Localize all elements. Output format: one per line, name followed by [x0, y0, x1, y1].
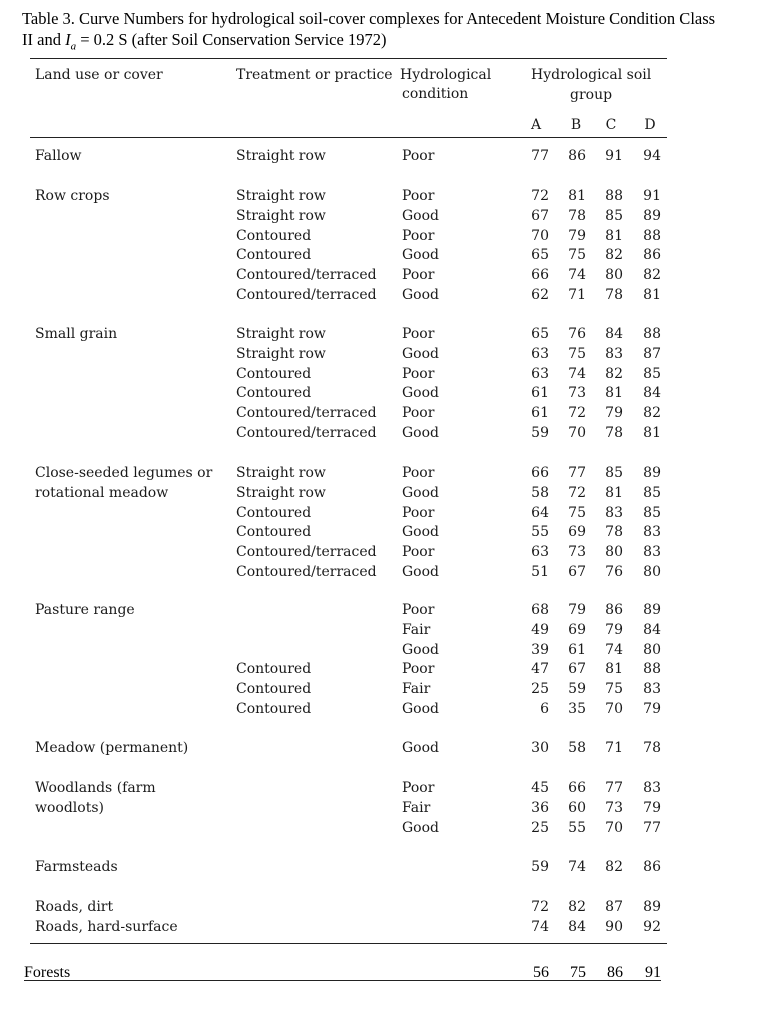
condition-cell: Poor: [402, 405, 435, 422]
curve-number-a: 63: [531, 365, 549, 382]
curve-number-b: 55: [568, 819, 586, 836]
curve-number-d: 83: [643, 780, 661, 796]
condition-cell: Poor: [402, 148, 435, 164]
condition-cell: Poor: [402, 465, 435, 481]
condition-cell: Good: [402, 207, 440, 224]
curve-number-b: 73: [568, 385, 586, 402]
header-group-c: C: [605, 117, 617, 133]
curve-number-a: 47: [531, 661, 549, 678]
forests-underline: [24, 980, 661, 981]
curve-number-b: 82: [568, 899, 586, 915]
curve-number-c: 79: [605, 405, 623, 422]
curve-number-b: 81: [568, 188, 586, 204]
curve-number-d: 89: [643, 602, 661, 618]
curve-number-a: 59: [531, 859, 549, 875]
curve-number-c: 86: [605, 602, 623, 618]
curve-number-d: 80: [643, 564, 661, 580]
curve-number-d: 82: [643, 405, 661, 422]
curve-number-d: 87: [643, 345, 661, 362]
treatment-cell: Contoured/terraced: [236, 564, 377, 580]
curve-number-c: 85: [605, 207, 623, 224]
curve-number-d: 89: [643, 899, 661, 915]
condition-cell: Poor: [402, 188, 435, 204]
curve-number-a: 74: [531, 918, 549, 935]
curve-number-b: 60: [568, 799, 586, 816]
curve-number-d: 89: [643, 465, 661, 481]
treatment-cell: Contoured: [236, 524, 312, 541]
header-treatment: Treatment or practice: [236, 67, 393, 83]
curve-number-c: 82: [605, 859, 623, 875]
curve-number-a: 62: [531, 287, 549, 303]
curve-number-a: 66: [531, 267, 549, 284]
land-use-label: Roads, hard-surface: [35, 918, 178, 935]
forests-value-a: 56: [533, 964, 549, 981]
curve-number-c: 90: [605, 918, 623, 935]
treatment-cell: Contoured: [236, 365, 312, 382]
condition-cell: Fair: [402, 799, 431, 816]
curve-number-a: 72: [531, 899, 549, 915]
treatment-cell: Contoured/terraced: [236, 267, 377, 284]
table-caption: [22, 8, 762, 57]
curve-number-d: 78: [643, 740, 661, 756]
curve-number-b: 75: [568, 504, 586, 521]
curve-number-d: 83: [643, 544, 661, 561]
curve-number-b: 69: [568, 524, 586, 541]
condition-cell: Poor: [402, 504, 435, 521]
land-use-label: Pasture range: [35, 602, 135, 618]
curve-number-c: 82: [605, 247, 623, 264]
treatment-cell: Straight row: [236, 484, 326, 501]
curve-number-a: 65: [531, 326, 549, 342]
curve-number-b: 84: [568, 918, 586, 935]
curve-number-d: 85: [643, 504, 661, 521]
condition-cell: Fair: [402, 621, 431, 638]
curve-number-d: 88: [643, 227, 661, 244]
curve-number-c: 88: [605, 188, 623, 204]
treatment-cell: Contoured: [236, 681, 312, 698]
curve-number-a: 45: [531, 780, 549, 796]
forests-value-d: 91: [645, 964, 661, 981]
curve-number-c: 83: [605, 504, 623, 521]
treatment-cell: Straight row: [236, 326, 326, 342]
curve-number-b: 74: [568, 267, 586, 284]
curve-number-c: 81: [605, 227, 623, 244]
condition-cell: Good: [402, 524, 440, 541]
condition-cell: Good: [402, 345, 440, 362]
curve-number-d: 85: [643, 365, 661, 382]
condition-cell: Good: [402, 740, 440, 756]
treatment-cell: Contoured/terraced: [236, 405, 377, 422]
curve-number-c: 76: [605, 564, 623, 580]
caption-line-2-prefix: II and: [22, 30, 66, 49]
curve-number-d: 86: [643, 247, 661, 264]
curve-number-a: 36: [531, 799, 549, 816]
land-use-label: Small grain: [35, 326, 118, 342]
treatment-cell: Contoured/terraced: [236, 287, 377, 303]
curve-number-a: 70: [531, 227, 549, 244]
curve-number-a: 6: [540, 701, 549, 717]
curve-number-c: 80: [605, 267, 623, 284]
curve-number-a: 63: [531, 544, 549, 561]
curve-number-b: 77: [568, 465, 586, 481]
curve-number-b: 61: [568, 641, 586, 658]
condition-cell: Poor: [402, 227, 435, 244]
curve-number-c: 91: [605, 148, 623, 164]
curve-number-a: 61: [531, 405, 549, 422]
condition-cell: Good: [402, 247, 440, 264]
curve-number-c: 78: [605, 425, 623, 441]
curve-number-d: 84: [643, 621, 661, 638]
treatment-cell: Straight row: [236, 465, 326, 481]
condition-cell: Good: [402, 641, 440, 658]
header-group-a: A: [530, 117, 542, 133]
curve-number-b: 79: [568, 602, 586, 618]
curve-number-d: 83: [643, 524, 661, 541]
treatment-cell: Contoured/terraced: [236, 425, 377, 441]
curve-number-b: 69: [568, 621, 586, 638]
curve-number-a: 25: [531, 819, 549, 836]
curve-number-a: 51: [531, 564, 549, 580]
condition-cell: Poor: [402, 780, 435, 796]
land-use-label: rotational meadow: [35, 484, 169, 501]
curve-number-b: 74: [568, 859, 586, 875]
curve-number-b: 75: [568, 345, 586, 362]
curve-number-b: 59: [568, 681, 586, 698]
condition-cell: Poor: [402, 602, 435, 618]
curve-number-c: 80: [605, 544, 623, 561]
header-condition-line2: condition: [402, 86, 469, 102]
bottom-rule: [30, 943, 667, 944]
curve-number-b: 67: [568, 564, 586, 580]
land-use-label: woodlots): [35, 799, 104, 816]
land-use-label: Meadow (permanent): [35, 740, 189, 756]
curve-number-c: 71: [605, 740, 623, 756]
ia-symbol: I: [65, 30, 71, 49]
curve-number-b: 66: [568, 780, 586, 796]
curve-number-b: 76: [568, 326, 586, 342]
curve-number-b: 74: [568, 365, 586, 382]
curve-number-a: 30: [531, 740, 549, 756]
curve-number-d: 82: [643, 267, 661, 284]
curve-number-a: 64: [531, 504, 549, 521]
curve-number-c: 78: [605, 524, 623, 541]
treatment-cell: Straight row: [236, 188, 326, 204]
condition-cell: Good: [402, 425, 440, 441]
treatment-cell: Contoured: [236, 504, 312, 521]
curve-number-d: 79: [643, 799, 661, 816]
curve-number-a: 49: [531, 621, 549, 638]
land-use-label: Roads, dirt: [35, 899, 114, 915]
curve-number-b: 35: [568, 701, 586, 717]
caption-line-2-suffix: = 0.2 S (after Soil Conservation Service 1972): [76, 30, 387, 49]
curve-number-c: 82: [605, 365, 623, 382]
treatment-cell: Straight row: [236, 207, 326, 224]
curve-number-d: 80: [643, 641, 661, 658]
treatment-cell: Contoured: [236, 701, 312, 717]
curve-number-d: 79: [643, 701, 661, 717]
curve-number-a: 58: [531, 484, 549, 501]
header-rule: [30, 137, 667, 138]
header-group-b: B: [570, 117, 582, 133]
curve-number-c: 85: [605, 465, 623, 481]
header-soil-group-line2: group: [570, 87, 613, 103]
treatment-cell: Straight row: [236, 148, 326, 164]
curve-number-a: 68: [531, 602, 549, 618]
curve-number-d: 77: [643, 819, 661, 836]
curve-number-c: 70: [605, 701, 623, 717]
header-condition-line1: Hydrological: [400, 67, 492, 83]
condition-cell: Good: [402, 701, 440, 717]
curve-number-a: 65: [531, 247, 549, 264]
curve-number-b: 70: [568, 425, 586, 441]
curve-number-c: 75: [605, 681, 623, 698]
curve-number-d: 81: [643, 425, 661, 441]
treatment-cell: Contoured: [236, 385, 312, 402]
curve-number-d: 86: [643, 859, 661, 875]
curve-number-d: 84: [643, 385, 661, 402]
curve-number-d: 94: [643, 148, 661, 164]
curve-number-a: 55: [531, 524, 549, 541]
curve-number-c: 81: [605, 385, 623, 402]
curve-number-c: 79: [605, 621, 623, 638]
curve-number-d: 89: [643, 207, 661, 224]
curve-number-a: 72: [531, 188, 549, 204]
condition-cell: Good: [402, 385, 440, 402]
treatment-cell: Contoured/terraced: [236, 544, 377, 561]
condition-cell: Poor: [402, 544, 435, 561]
curve-number-b: 72: [568, 484, 586, 501]
curve-number-c: 83: [605, 345, 623, 362]
condition-cell: Good: [402, 484, 440, 501]
curve-number-c: 70: [605, 819, 623, 836]
curve-number-c: 78: [605, 287, 623, 303]
land-use-label: Row crops: [35, 188, 110, 204]
curve-number-c: 81: [605, 484, 623, 501]
land-use-label: Farmsteads: [35, 859, 118, 875]
curve-number-b: 78: [568, 207, 586, 224]
curve-number-c: 84: [605, 326, 623, 342]
header-land-use: Land use or cover: [35, 67, 163, 83]
forests-label: Forests: [24, 964, 71, 981]
curve-number-d: 92: [643, 918, 661, 935]
condition-cell: Poor: [402, 326, 435, 342]
curve-number-d: 88: [643, 661, 661, 678]
curve-number-b: 67: [568, 661, 586, 678]
condition-cell: Poor: [402, 661, 435, 678]
ia-subscript: a: [70, 40, 77, 53]
condition-cell: Fair: [402, 681, 431, 698]
curve-number-a: 77: [531, 148, 549, 164]
curve-number-a: 25: [531, 681, 549, 698]
condition-cell: Poor: [402, 267, 435, 284]
forests-value-b: 75: [570, 964, 586, 981]
condition-cell: Good: [402, 819, 440, 836]
curve-number-c: 73: [605, 799, 623, 816]
treatment-cell: Contoured: [236, 247, 312, 264]
condition-cell: Poor: [402, 365, 435, 382]
curve-number-d: 81: [643, 287, 661, 303]
curve-number-c: 74: [605, 641, 623, 658]
curve-number-a: 63: [531, 345, 549, 362]
header-soil-group-line1: Hydrological soil: [531, 67, 652, 83]
curve-number-b: 79: [568, 227, 586, 244]
curve-number-b: 86: [568, 148, 586, 164]
curve-number-d: 88: [643, 326, 661, 342]
curve-number-a: 61: [531, 385, 549, 402]
caption-line-2: [22, 29, 762, 57]
curve-number-c: 81: [605, 661, 623, 678]
treatment-cell: Contoured: [236, 661, 312, 678]
curve-number-d: 85: [643, 484, 661, 501]
land-use-label: Woodlands (farm: [35, 780, 156, 796]
curve-number-d: 83: [643, 681, 661, 698]
top-rule: [30, 58, 667, 59]
condition-cell: Good: [402, 564, 440, 580]
curve-number-a: 59: [531, 425, 549, 441]
land-use-label: Fallow: [35, 148, 82, 164]
treatment-cell: Straight row: [236, 345, 326, 362]
header-group-d: D: [644, 117, 656, 133]
curve-number-b: 75: [568, 247, 586, 264]
curve-number-a: 66: [531, 465, 549, 481]
curve-number-a: 67: [531, 207, 549, 224]
curve-number-b: 71: [568, 287, 586, 303]
curve-number-b: 72: [568, 405, 586, 422]
treatment-cell: Contoured: [236, 227, 312, 244]
curve-number-b: 58: [568, 740, 586, 756]
curve-number-d: 91: [643, 188, 661, 204]
forests-value-c: 86: [607, 964, 623, 981]
curve-number-a: 39: [531, 641, 549, 658]
caption-line-1: Table 3. Curve Numbers for hydrological soil-cover complexes for Antecedent Moisture Condition Class: [22, 9, 716, 28]
curve-number-c: 77: [605, 780, 623, 796]
curve-number-c: 87: [605, 899, 623, 915]
condition-cell: Good: [402, 287, 440, 303]
land-use-label: Close-seeded legumes or: [35, 465, 213, 481]
curve-number-b: 73: [568, 544, 586, 561]
